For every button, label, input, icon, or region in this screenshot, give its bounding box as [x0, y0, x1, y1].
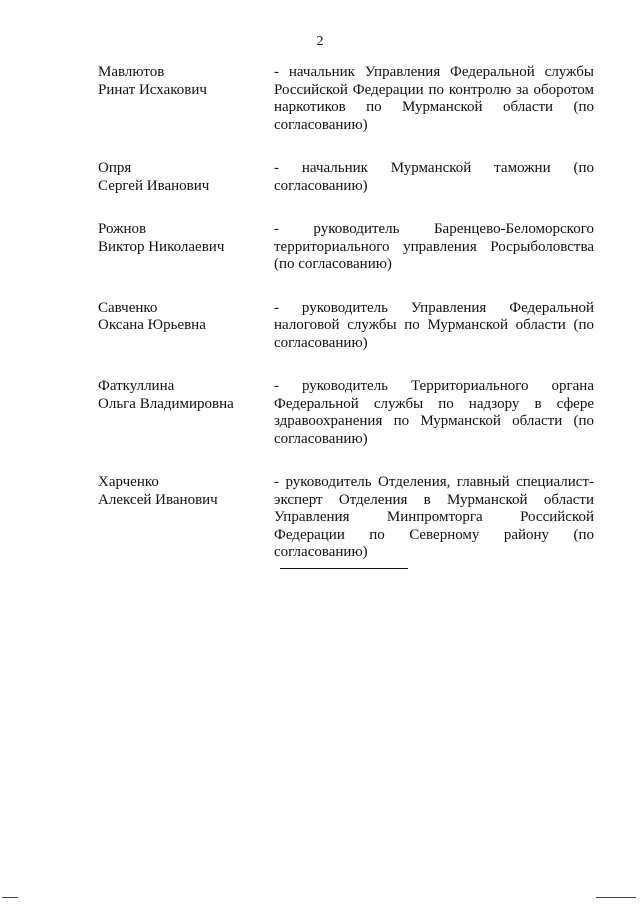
- member-entry: [98, 378, 594, 448]
- member-surname: Опря: [98, 160, 132, 176]
- member-name: [98, 64, 274, 99]
- page-number: 2: [316, 34, 324, 49]
- member-surname: Рожнов: [98, 221, 147, 237]
- member-given-name: Сергей Иванович: [98, 177, 210, 194]
- member-surname: Мавлютов: [98, 64, 165, 80]
- member-given-name: Ольга Владимировна: [98, 395, 234, 412]
- member-given-name: Ринат Исхакович: [98, 81, 207, 98]
- member-role: - руководитель Баренцево-Беломорского территориального управления Росрыболовства (по согласованию): [274, 221, 594, 272]
- member-surname: Фаткуллина: [98, 378, 175, 394]
- member-given-name: Виктор Николаевич: [98, 238, 225, 255]
- member-list: [98, 64, 594, 562]
- member-surname: Савченко: [98, 299, 158, 316]
- scan-edge-mark: [596, 897, 636, 898]
- member-role: - руководитель Отделения, главный специалист-эксперт Отделения в Мурманской области Управления Минпромторга Российской Федерации по Северному району (по согласованию): [274, 474, 594, 560]
- member-name: [98, 474, 274, 509]
- member-name: [98, 160, 274, 195]
- member-entry: [98, 160, 594, 195]
- member-surname: Харченко: [98, 474, 159, 490]
- member-given-name: Алексей Иванович: [98, 491, 218, 508]
- member-name: [98, 300, 274, 335]
- member-name: [98, 378, 274, 413]
- member-entry: [98, 221, 594, 274]
- member-entry: [98, 474, 594, 562]
- scan-edge-mark: [2, 897, 18, 898]
- member-given-name: Оксана Юрьевна: [98, 317, 206, 333]
- member-entry: [98, 300, 594, 353]
- member-name: [98, 221, 274, 256]
- member-role: - руководитель Территориального органа Федеральной службы по надзору в сфере здравоохранения по Мурманской области (по согласованию): [274, 378, 594, 447]
- member-entry: [98, 64, 594, 134]
- closing-rule: [280, 568, 408, 569]
- member-role: - руководитель Управления Федеральной налоговой службы по Мурманской области (по согласованию): [274, 299, 594, 351]
- member-role: - начальник Управления Федеральной службы Российской Федерации по контролю за оборотом наркотиков по Мурманской области (по согласованию): [274, 64, 594, 133]
- member-role: - начальник Мурманской таможни (по согласованию): [274, 160, 594, 194]
